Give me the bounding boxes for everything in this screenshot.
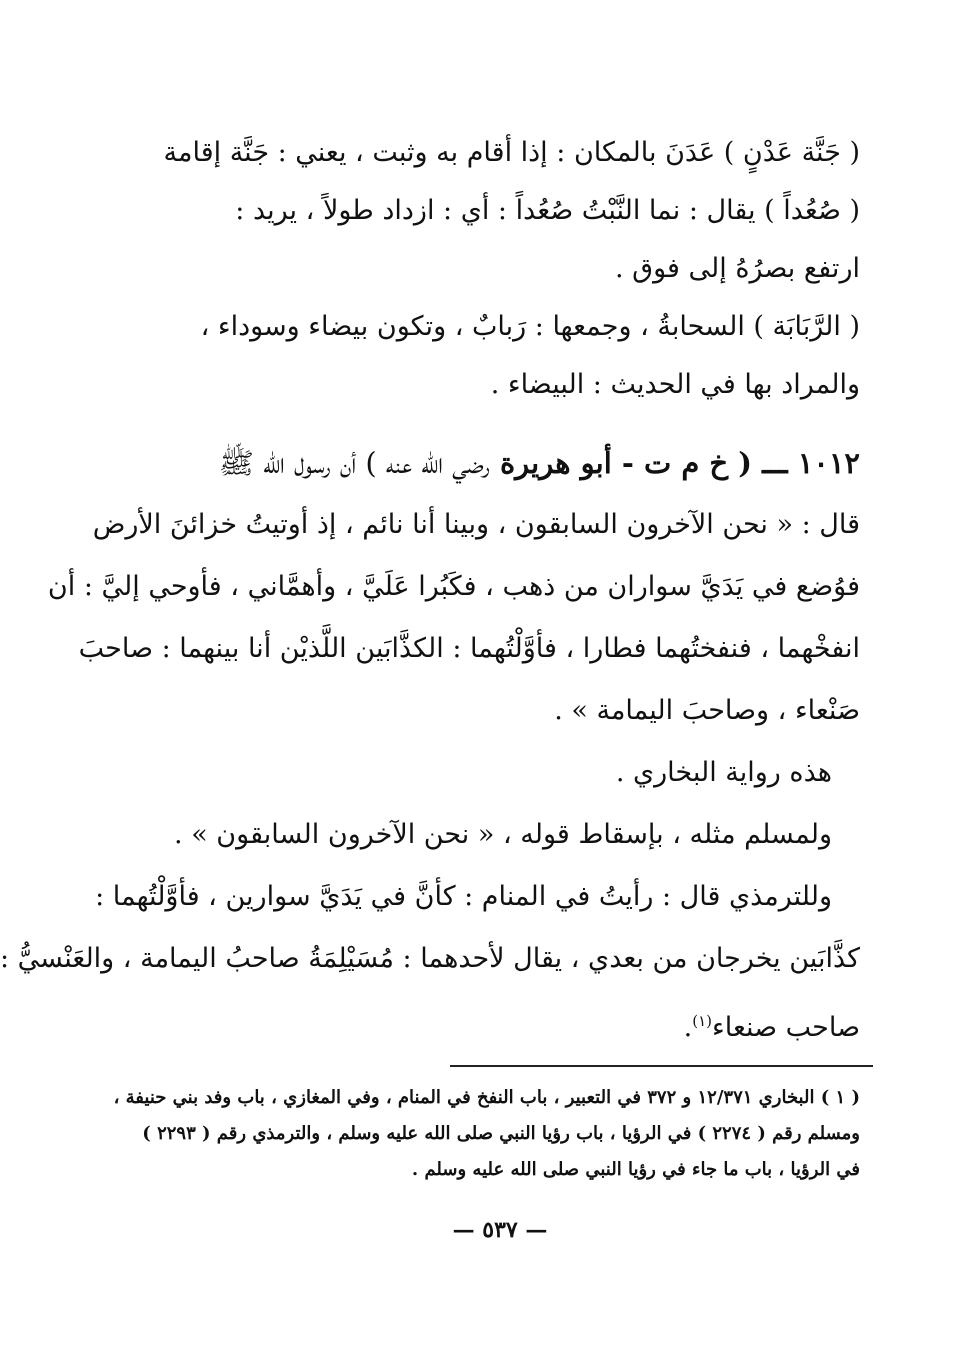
footnote-line-2: ومسلم رقم ( ٢٢٧٤ ) في الرؤيا ، باب رؤيا النبي صلى الله عليه وسلم ، والترمذي رقم ( ٢٢٩٣ ) — [142, 1123, 860, 1144]
narration-line-5: صاحب صنعاء$^{(١)}$. — [683, 1012, 860, 1043]
narration-line-4: كذَّابَين يخرجان من بعدي ، يقال لأحدهما : مُسَيْلِمَةُ صاحبُ اليمامة ، والعَنْسيُّ : — [0, 943, 860, 974]
hadith-heading — [145, 443, 860, 505]
spacer — [145, 423, 860, 443]
footnote-line-3: في الرؤيا ، باب ما جاء في رؤيا النبي صلى الله عليه وسلم . — [411, 1159, 860, 1180]
footnote-reference: (١) — [692, 1012, 713, 1030]
hadith-number: ١٠١٢ — [797, 446, 860, 480]
narration-line-3: وللترمذي قال : رأيتُ في المنام : كأنَّ في يَدَيَّ سوارين ، فأوَّلْتُهما : — [95, 881, 832, 912]
gloss-line-4: ( الرَّبَابَة ) السحابةُ ، وجمعها : رَبابٌ ، وتكون بيضاء وسوداء ، — [200, 311, 860, 342]
narration-line-5-text: صاحب صنعاء — [712, 1012, 860, 1043]
hadith-sources: ( خ م ت - أبو هريرة — [499, 446, 752, 480]
hadith-line-2: فوُضع في يَدَيَّ سواران من ذهب ، فكَبُرا عَلَيَّ ، وأهمَّاني ، فأوحي إليَّ : أن — [47, 571, 860, 602]
main-text — [0, 133, 860, 1063]
narration-line-2: ولمسلم مثله ، بإسقاط قوله ، « نحن الآخرون السابقون » . — [174, 819, 832, 850]
footnote-line-1: ( ١ ) البخاري ١٢/٣٧١ و ٣٧٢ في التعبير ، باب النفخ في المنام ، وفي المغازي ، باب وفد بني حنيفة ، — [113, 1087, 860, 1108]
page-number: — ٥٣٧ — — [452, 1217, 548, 1243]
gloss-line-2: ( صُعُداً ) يقال : نما النَّبْتُ صُعُداً : أي : ازداد طولاً ، يريد : — [235, 195, 860, 226]
footnote-divider — [450, 1065, 873, 1067]
gloss-line-1: ( جَنَّة عَدْنٍ ) عَدَنَ بالمكان : إذا أقام به وثبت ، يعني : جَنَّة إقامة — [163, 137, 860, 168]
narration-line-1: هذه رواية البخاري . — [615, 757, 832, 788]
hadith-header-rest: رضي الله عنه ) أن رسول الله ﷺ — [218, 446, 490, 480]
hadith-line-1: قال : « نحن الآخرون السابقون ، وبينا أنا نائم ، إذ أوتيتُ خزائنَ الأرض — [92, 509, 860, 540]
gloss-line-3: ارتفع بصرُهُ إلى فوق . — [614, 253, 860, 284]
hadith-line-3: انفخْهما ، فنفختُهما فطارا ، فأوَّلْتُهما : الكذَّابَين اللَّذيْن أنا بينهما : صاحبَ — [78, 633, 860, 664]
footnotes — [113, 1083, 860, 1191]
gloss-line-5: والمراد بها في الحديث : البيضاء . — [490, 369, 860, 400]
hadith-line-4: صَنْعاء ، وصاحبَ اليمامة » . — [554, 695, 860, 726]
hadith-dash: ـــ — [762, 446, 788, 480]
